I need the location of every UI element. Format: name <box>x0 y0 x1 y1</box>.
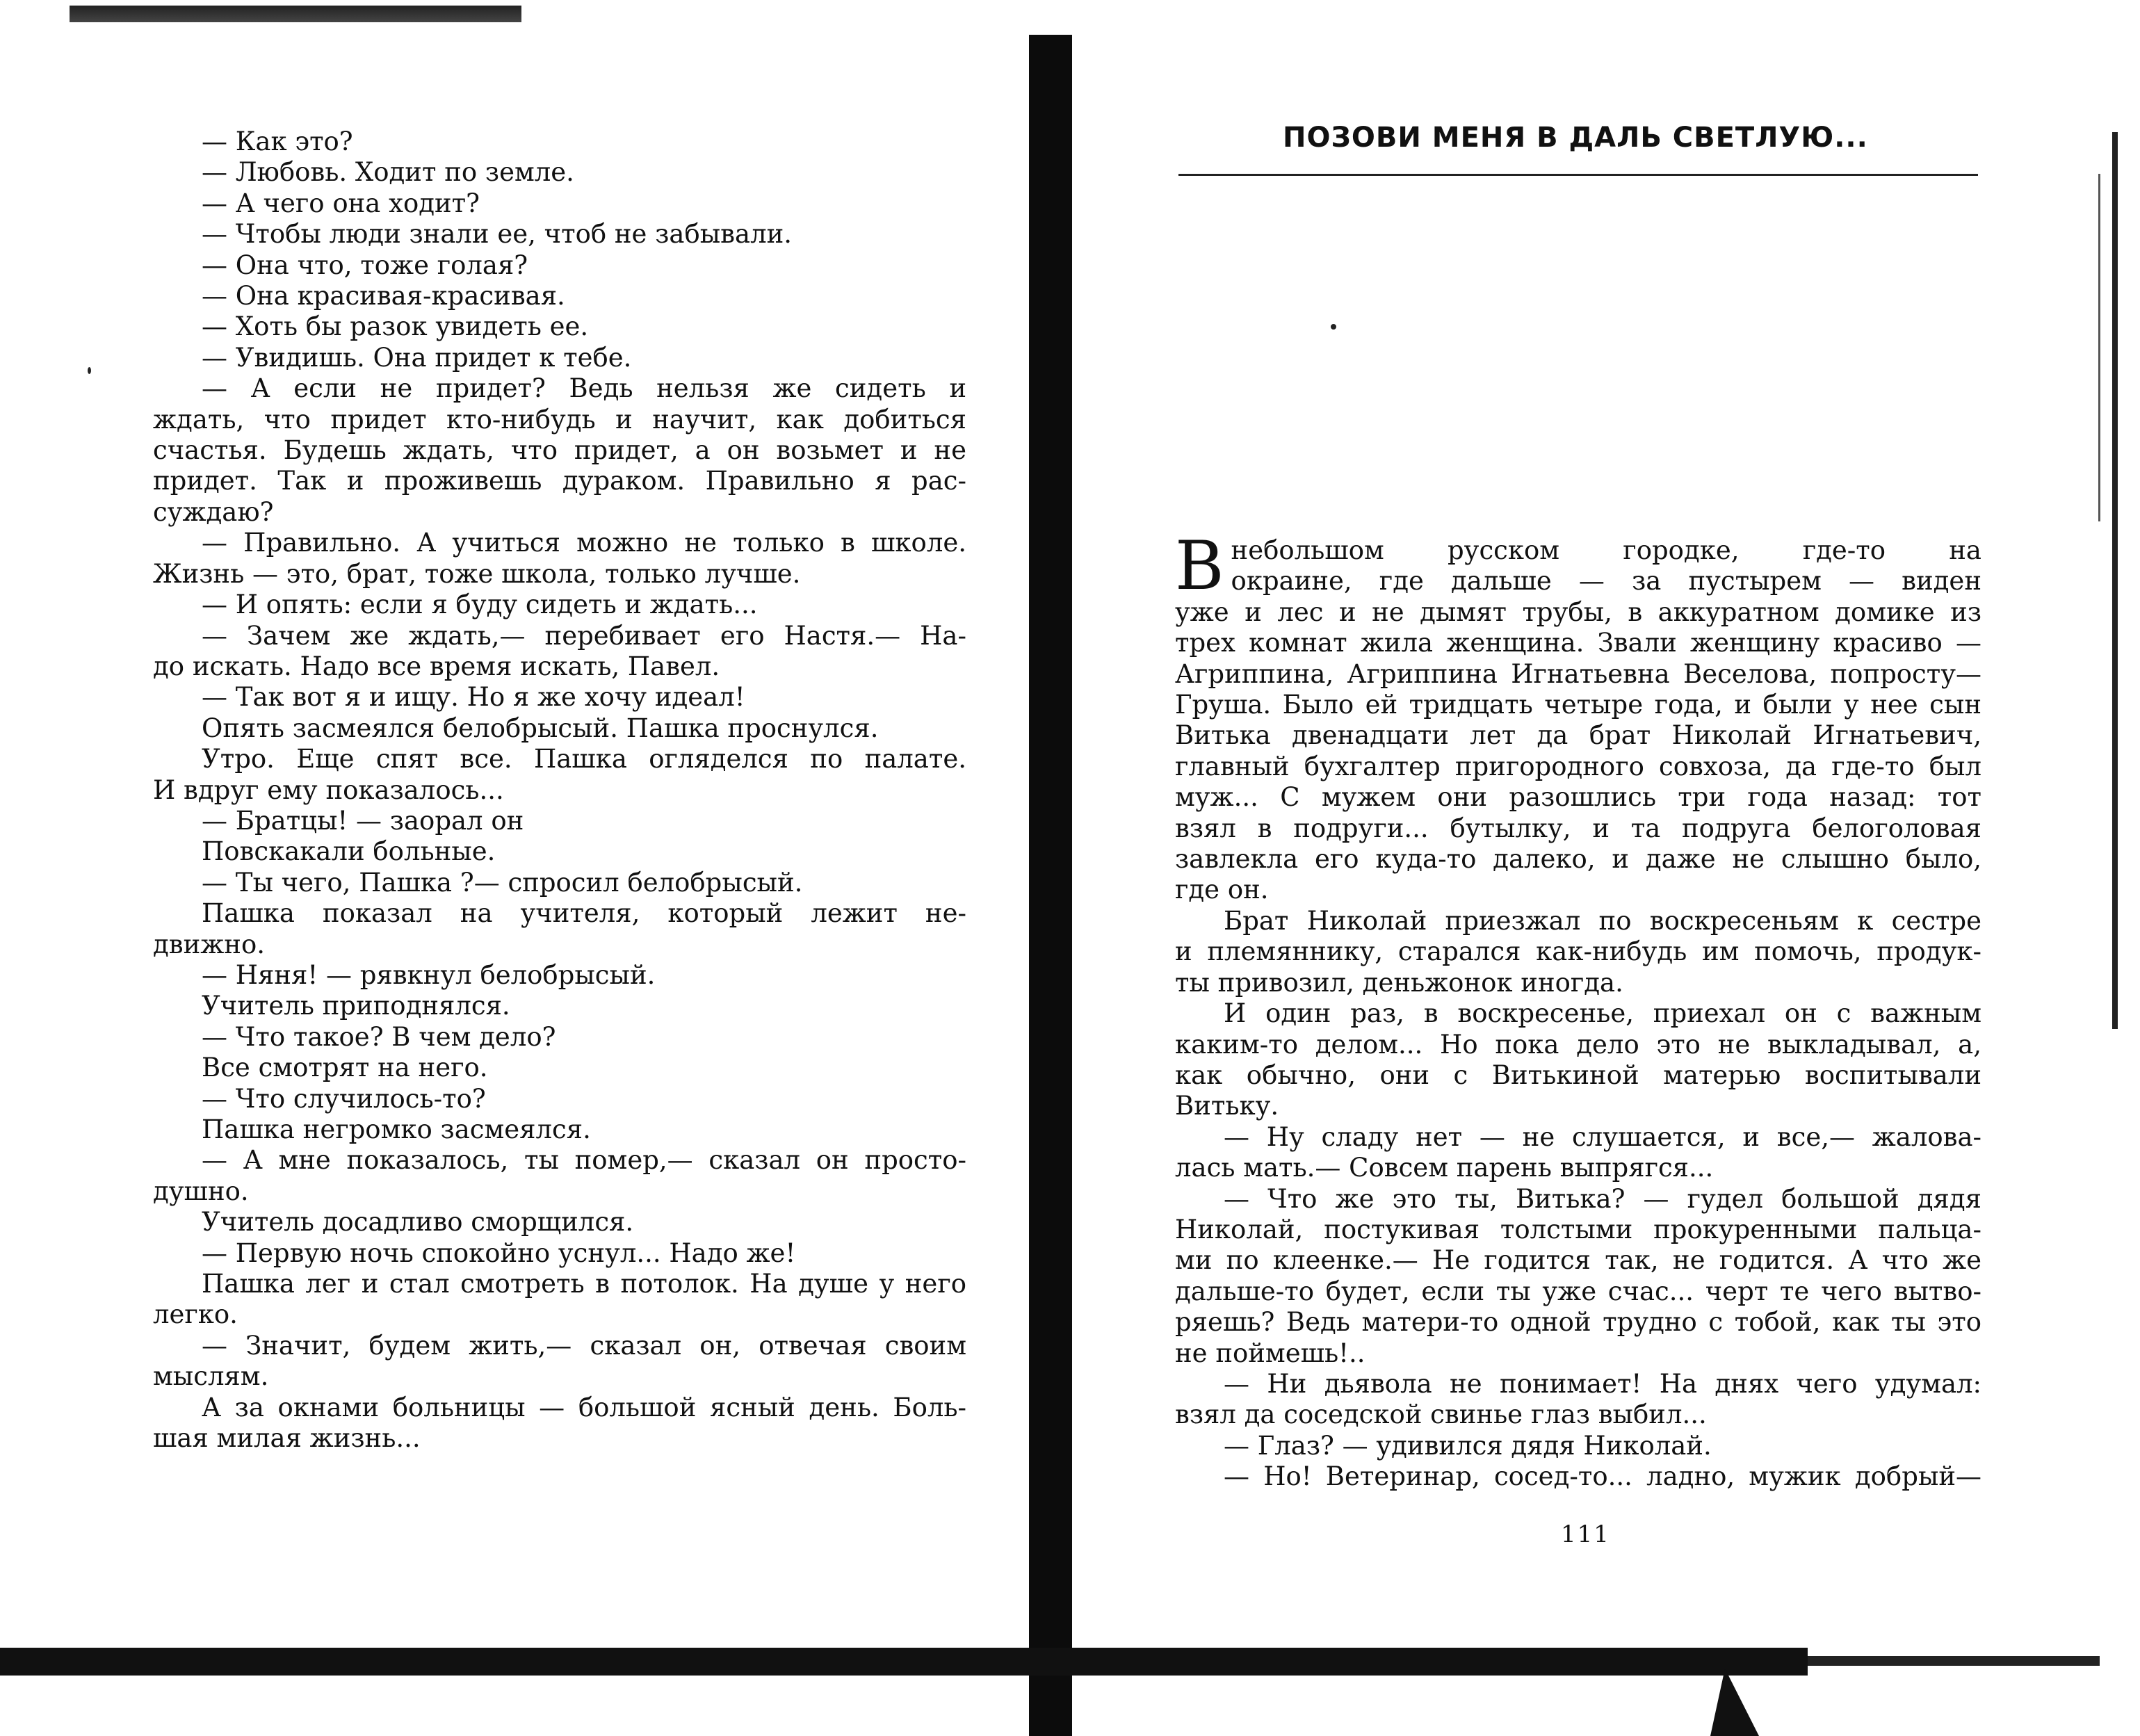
right-page-text <box>1175 527 1981 1493</box>
text-line: — Правильно. А учиться можно не только в школе. <box>202 528 966 558</box>
text-line: И один раз, в воскресенье, приехал он с важным <box>1224 998 1981 1029</box>
text-line: как обычно, они с Витькиной матерью воспитывали <box>1175 1060 1981 1090</box>
text-line: суждаю? <box>153 496 274 527</box>
text-line: — Глаз? — удивился дядя Николай. <box>1224 1430 1712 1461</box>
text-line: придет. Так и проживешь дураком. Правильно я рас- <box>153 466 966 496</box>
text-line: душно. <box>153 1176 249 1206</box>
text-line: мыслям. <box>153 1361 269 1392</box>
text-line: — Ты чего, Пашка ?— спросил белобрысый. <box>202 867 803 898</box>
text-line: уже и лес и не дымят трубы, в аккуратном домике из <box>1175 597 1981 627</box>
text-line: Опять засмеялся белобрысый. Пашка проснулся. <box>202 713 879 743</box>
text-line: окраине, где дальше — за пустырем — виден <box>1231 566 1981 597</box>
text-line: — Как это? <box>202 127 353 156</box>
text-line: — Что случилось-то? <box>202 1083 486 1114</box>
text-line: Жизнь — это, брат, тоже школа, только лучше. <box>153 558 801 589</box>
text-line: — Хоть бы разок увидеть ее. <box>202 311 589 342</box>
text-line: — И опять: если я буду сидеть и ждать... <box>202 590 758 620</box>
text-line: ты привозил, деньжонок иногда. <box>1175 967 1623 998</box>
chapter-title: ПОЗОВИ МЕНЯ В ДАЛЬ СВЕТЛУЮ... <box>1283 122 1868 154</box>
text-line: не поймешь!.. <box>1175 1338 1365 1368</box>
left-page <box>0 0 1043 1736</box>
text-line: ми по клеенке.— Не годится так, не годится. А что же <box>1175 1245 1981 1276</box>
text-line: Утро. Еще спят все. Пашка огляделся по палате. <box>202 744 966 774</box>
text-line: Повскакали больные. <box>202 836 496 867</box>
text-line: — Первую ночь спокойно уснул... Надо же! <box>202 1238 796 1268</box>
text-line: Груша. Было ей тридцать четыре года, и были у нее сын <box>1175 690 1981 720</box>
text-line: движно. <box>153 929 266 959</box>
text-line: — Ну сладу нет — не слушается, и все,— жалова- <box>1224 1121 1981 1152</box>
text-line: — Любовь. Ходит по земле. <box>202 157 574 188</box>
text-line: Пашка показал на учителя, который лежит не- <box>202 898 966 929</box>
text-line: — Она что, тоже голая? <box>202 250 528 280</box>
text-line: — Братцы! — заорал он <box>202 805 524 836</box>
scan-edge-right-inner <box>2098 174 2100 521</box>
text-line: Учитель досадливо сморщился. <box>202 1207 634 1238</box>
text-line: и племяннику, старался как-нибудь им помочь, продук- <box>1175 936 1981 967</box>
speck <box>1331 324 1336 330</box>
text-line: Николай, постукивая толстыми прокуренными пальца- <box>1175 1214 1981 1244</box>
drop-cap: В <box>1175 527 1224 605</box>
scan-corner-artifact <box>1710 1669 1759 1736</box>
right-page-lines <box>1175 597 1981 1493</box>
text-line: — Что же это ты, Витька? — гудел большой дядя <box>1224 1183 1981 1214</box>
text-line: Пашка негромко засмеялся. <box>202 1114 591 1144</box>
text-line: — А чего она ходит? <box>202 188 480 218</box>
text-line: — Чтобы люди знали ее, чтоб не забывали. <box>202 219 792 250</box>
text-line: до искать. Надо все время искать, Павел. <box>153 651 720 681</box>
text-line: трех комнат жила женщина. Звали женщину красиво — <box>1175 628 1981 658</box>
text-line: счастья. Будешь ждать, что придет, а он возьмет и не <box>153 435 966 466</box>
text-line: — Но! Ветеринар, сосед-то... ладно, мужик добрый— <box>1224 1461 1981 1492</box>
text-line: — Так вот я и ищу. Но я же хочу идеал! <box>202 682 745 713</box>
text-line: Учитель приподнялся. <box>202 991 510 1021</box>
text-line: главный бухгалтер пригородного совхоза, да где-то был <box>1175 751 1981 781</box>
text-line: Витька двенадцати лет да брат Николай Игнатьевич, <box>1175 720 1981 751</box>
text-line: — Няня! — рявкнул белобрысый. <box>202 959 656 990</box>
text-line: А за окнами больницы — большой ясный день. Боль- <box>202 1392 966 1422</box>
text-line: — Что такое? В чем дело? <box>202 1021 556 1052</box>
text-line: лась мать.— Совсем парень выпрягся... <box>1175 1153 1714 1183</box>
text-line: — Увидишь. Она придет к тебе. <box>202 342 632 373</box>
opening-paragraph-start <box>1175 527 1981 605</box>
text-line: завлекла его куда-то далеко, и даже не слышно было, <box>1175 844 1981 875</box>
text-line: Брат Николай приезжал по воскресеньям к сестре <box>1224 905 1981 936</box>
text-line: — Значит, будем жить,— сказал он, отвечая своим <box>202 1330 966 1361</box>
text-line: Витьку. <box>1175 1091 1279 1121</box>
text-line: где он. <box>1175 875 1269 905</box>
text-line: шая милая жизнь... <box>153 1423 421 1454</box>
text-line: легко. <box>153 1299 238 1330</box>
text-line: взял в подруги... бутылку, и та подруга белоголовая <box>1175 813 1981 843</box>
text-line: дальше-то будет, если ты уже счас... черт те чего вытво- <box>1175 1276 1981 1306</box>
scan-edge-right <box>2112 132 2118 1029</box>
text-line: — А если не придет? Ведь нельзя же сидеть и <box>202 373 966 404</box>
text-line: Агриппина, Агриппина Игнатьевна Веселова, попросту— <box>1175 658 1981 689</box>
text-line: Пашка лег и стал смотреть в потолок. На душе у него <box>202 1269 966 1299</box>
text-line: — А мне показалось, ты помер,— сказал он просто- <box>202 1145 966 1176</box>
text-line: каким-то делом... Но пока дело это не выкладывал, а, <box>1175 1029 1981 1060</box>
title-rule <box>1178 174 1978 176</box>
text-line: муж... С мужем они разошлись три года назад: тот <box>1175 782 1981 813</box>
text-line: И вдруг ему показалось... <box>153 774 504 805</box>
text-line: взял да соседской свинье глаз выбил... <box>1175 1400 1707 1430</box>
page-number: 111 <box>1561 1520 1610 1548</box>
text-line: — Она красивая-красивая. <box>202 281 565 311</box>
text-line: — Зачем же ждать,— перебивает его Настя.— На- <box>202 620 966 651</box>
text-line: ряешь? Ведь матери-то одной трудно с тобой, как ты это <box>1175 1307 1981 1338</box>
left-page-text <box>153 127 966 1454</box>
text-line: ждать, что придет кто-нибудь и научит, как добиться <box>153 404 966 435</box>
scan-edge-bottom-thin <box>1808 1656 2100 1666</box>
text-line: — Ни дьявола не понимает! На днях чего удумал: <box>1224 1368 1981 1399</box>
text-line: Все смотрят на него. <box>202 1053 488 1083</box>
text-line: небольшом русском городке, где-то на <box>1231 535 1981 565</box>
